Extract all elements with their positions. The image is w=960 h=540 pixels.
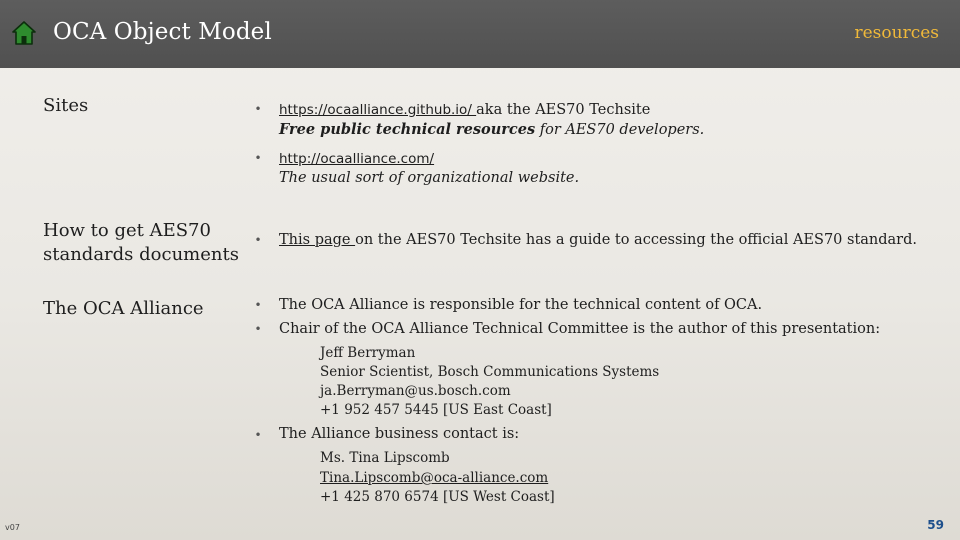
bullet: • bbox=[254, 322, 262, 336]
alliance-item-1: The OCA Alliance is responsible for the technical content of OCA. bbox=[279, 297, 763, 313]
standards-label bbox=[43, 219, 239, 267]
alliance-item-3: The Alliance business contact is: bbox=[279, 426, 520, 442]
bullet: • bbox=[254, 151, 262, 165]
techsite-desc bbox=[279, 120, 704, 140]
techsite-text: aka the AES70 Techsite bbox=[476, 102, 651, 118]
bullet: • bbox=[254, 428, 262, 442]
org-site-link[interactable]: http://ocaalliance.com/ bbox=[279, 151, 435, 167]
org-site-item bbox=[279, 150, 434, 169]
chair-email: ja.Berryman@us.bosch.com bbox=[320, 383, 511, 399]
contact-phone: +1 425 870 6574 [US West Coast] bbox=[320, 489, 555, 505]
techsite-desc-bold: Free public technical resources bbox=[279, 121, 536, 138]
bullet: • bbox=[254, 102, 262, 116]
header-bar bbox=[0, 0, 960, 68]
chair-phone: +1 952 457 5445 [US East Coast] bbox=[320, 402, 552, 418]
techsite-desc-rest: for AES70 developers. bbox=[535, 122, 705, 138]
contact-email-link[interactable]: Tina.Lipscomb@oca-alliance.com bbox=[320, 470, 549, 486]
techsite-item bbox=[279, 101, 650, 120]
standards-text: on the AES70 Techsite has a guide to accessing the official AES70 standard. bbox=[355, 232, 917, 248]
org-site-desc: The usual sort of organizational website. bbox=[279, 170, 580, 186]
bullet: • bbox=[254, 298, 262, 312]
version-label: v07 bbox=[5, 523, 20, 532]
home-icon[interactable] bbox=[12, 20, 36, 46]
alliance-label: The OCA Alliance bbox=[43, 298, 204, 319]
bullet: • bbox=[254, 233, 262, 247]
sites-label: Sites bbox=[43, 95, 89, 116]
standards-label-line2: standards documents bbox=[43, 244, 239, 265]
page-title: OCA Object Model bbox=[53, 19, 272, 45]
contact-name: Ms. Tina Lipscomb bbox=[320, 450, 450, 466]
standards-item bbox=[279, 231, 917, 250]
chair-name: Jeff Berryman bbox=[320, 345, 416, 361]
resources-link[interactable]: resources bbox=[854, 23, 939, 43]
alliance-item-2: Chair of the OCA Alliance Technical Committee is the author of this presentation: bbox=[279, 321, 881, 337]
page-number: 59 bbox=[927, 518, 944, 532]
this-page-link[interactable]: This page bbox=[279, 232, 356, 248]
contact-email-row bbox=[320, 469, 548, 488]
standards-label-line1: How to get AES70 bbox=[43, 220, 211, 241]
chair-title: Senior Scientist, Bosch Communications Systems bbox=[320, 364, 660, 380]
techsite-link[interactable]: https://ocaalliance.github.io/ bbox=[279, 102, 477, 118]
